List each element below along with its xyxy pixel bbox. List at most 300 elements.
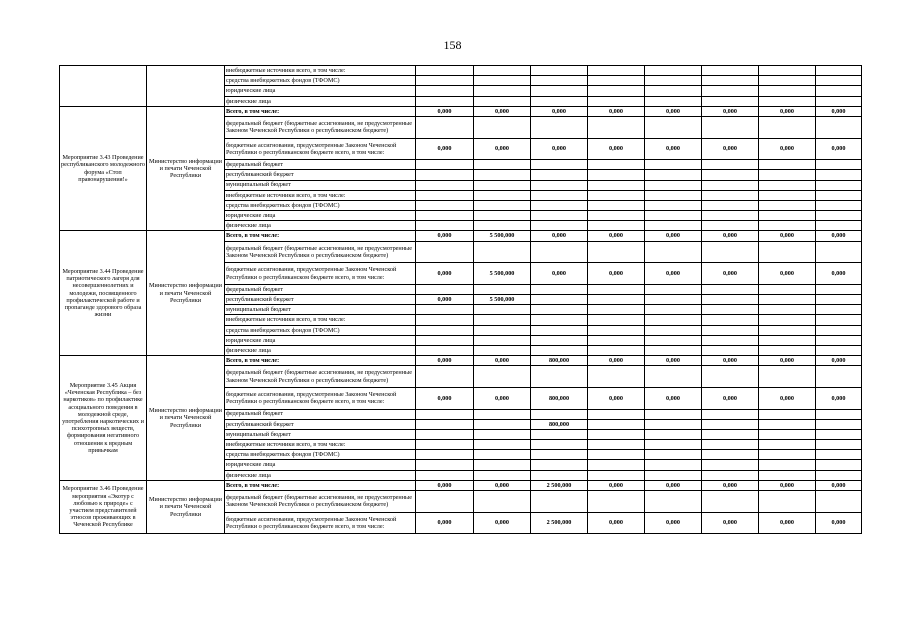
funding-source-cell: физические лица — [225, 96, 416, 106]
amount-cell — [416, 160, 474, 170]
executor-cell: Министерство информации и печати Чеченской Республики — [147, 106, 225, 231]
amount-cell — [474, 116, 531, 138]
amount-cell — [416, 180, 474, 190]
amount-cell — [588, 419, 645, 429]
amount-cell — [588, 241, 645, 263]
amount-cell — [645, 315, 702, 325]
amount-cell — [474, 86, 531, 96]
amount-cell: 0,000 — [531, 138, 588, 160]
amount-cell — [645, 211, 702, 221]
amount-cell: 0,000 — [588, 263, 645, 285]
amount-cell — [702, 180, 759, 190]
amount-cell: 800,000 — [531, 356, 588, 366]
amount-cell — [588, 429, 645, 439]
amount-cell — [645, 66, 702, 76]
amount-cell — [474, 409, 531, 419]
amount-cell — [816, 170, 862, 180]
amount-cell — [816, 305, 862, 315]
amount-cell — [588, 86, 645, 96]
amount-cell — [474, 345, 531, 355]
amount-cell — [702, 335, 759, 345]
amount-cell — [759, 180, 816, 190]
amount-cell: 2 500,000 — [531, 480, 588, 490]
amount-cell — [416, 409, 474, 419]
amount-cell — [645, 491, 702, 513]
event-name-cell: Мероприятие 3.46 Проведение мероприятия «Экотур с любовью к природе» с участием представителей этносов проживающих в Чеченской Республике — [60, 480, 147, 533]
amount-cell — [702, 440, 759, 450]
amount-cell — [702, 315, 759, 325]
amount-cell — [645, 345, 702, 355]
amount-cell — [588, 211, 645, 221]
funding-source-cell: юридические лица — [225, 211, 416, 221]
funding-source-cell: федеральный бюджет (бюджетные ассигнования, не предусмотренные Законом Чеченской Республики о республиканском бюджете) — [225, 241, 416, 263]
amount-cell — [759, 366, 816, 388]
table-row — [60, 356, 862, 366]
amount-cell — [416, 440, 474, 450]
funding-source-cell: республиканский бюджет — [225, 170, 416, 180]
amount-cell — [702, 116, 759, 138]
amount-cell: 0,000 — [759, 512, 816, 534]
amount-cell — [531, 96, 588, 106]
amount-cell: 0,000 — [645, 512, 702, 534]
amount-cell — [702, 295, 759, 305]
amount-cell — [531, 295, 588, 305]
amount-cell — [416, 325, 474, 335]
amount-cell — [531, 470, 588, 480]
amount-cell — [816, 366, 862, 388]
amount-cell — [474, 170, 531, 180]
amount-cell — [531, 491, 588, 513]
amount-cell: 0,000 — [816, 138, 862, 160]
amount-cell — [702, 305, 759, 315]
amount-cell — [759, 419, 816, 429]
amount-cell: 0,000 — [416, 387, 474, 409]
funding-source-cell: федеральный бюджет (бюджетные ассигнования, не предусмотренные Законом Чеченской Республики о республиканском бюджете) — [225, 366, 416, 388]
amount-cell — [531, 305, 588, 315]
amount-cell — [474, 450, 531, 460]
amount-cell: 0,000 — [816, 106, 862, 116]
funding-source-cell: муниципальный бюджет — [225, 180, 416, 190]
amount-cell — [588, 76, 645, 86]
amount-cell — [702, 190, 759, 200]
amount-cell — [645, 440, 702, 450]
amount-cell: 0,000 — [759, 106, 816, 116]
amount-cell — [702, 419, 759, 429]
amount-cell — [588, 160, 645, 170]
amount-cell — [588, 221, 645, 231]
funding-source-cell: федеральный бюджет (бюджетные ассигнования, не предусмотренные Законом Чеченской Республики о республиканском бюджете) — [225, 116, 416, 138]
amount-cell — [702, 409, 759, 419]
amount-cell: 0,000 — [702, 106, 759, 116]
amount-cell — [474, 325, 531, 335]
amount-cell — [816, 409, 862, 419]
amount-cell: 0,000 — [474, 356, 531, 366]
amount-cell — [759, 450, 816, 460]
amount-cell — [416, 221, 474, 231]
amount-cell — [474, 241, 531, 263]
amount-cell — [702, 96, 759, 106]
amount-cell: 0,000 — [759, 138, 816, 160]
executor-cell: Министерство информации и печати Чеченской Республики — [147, 480, 225, 533]
amount-cell — [588, 116, 645, 138]
amount-cell — [531, 325, 588, 335]
amount-cell — [702, 450, 759, 460]
table-row — [60, 66, 862, 76]
amount-cell — [531, 284, 588, 294]
funding-source-cell: средства внебюджетных фондов (ТФОМС) — [225, 325, 416, 335]
amount-cell — [645, 221, 702, 231]
amount-cell — [588, 345, 645, 355]
amount-cell: 0,000 — [702, 231, 759, 241]
amount-cell: 0,000 — [645, 263, 702, 285]
amount-cell — [759, 345, 816, 355]
amount-cell — [588, 66, 645, 76]
funding-source-cell: бюджетные ассигнования, предусмотренные Законом Чеченской Республики о республиканском бюджете всего, в том числе: — [225, 138, 416, 160]
amount-cell — [645, 366, 702, 388]
amount-cell — [759, 460, 816, 470]
amount-cell — [759, 170, 816, 180]
amount-cell — [474, 66, 531, 76]
amount-cell — [588, 315, 645, 325]
amount-cell — [588, 190, 645, 200]
amount-cell — [759, 335, 816, 345]
amount-cell — [645, 450, 702, 460]
amount-cell — [702, 429, 759, 439]
amount-cell: 0,000 — [474, 480, 531, 490]
amount-cell: 800,000 — [531, 387, 588, 409]
amount-cell: 0,000 — [531, 231, 588, 241]
amount-cell: 0,000 — [702, 480, 759, 490]
amount-cell — [474, 419, 531, 429]
amount-cell — [816, 160, 862, 170]
amount-cell: 0,000 — [474, 138, 531, 160]
amount-cell — [816, 116, 862, 138]
amount-cell — [645, 96, 702, 106]
table-row — [60, 231, 862, 241]
amount-cell — [588, 96, 645, 106]
amount-cell: 0,000 — [645, 356, 702, 366]
amount-cell — [645, 409, 702, 419]
amount-cell — [474, 180, 531, 190]
executor-cell: Министерство информации и печати Чеченской Республики — [147, 356, 225, 481]
amount-cell — [416, 305, 474, 315]
amount-cell — [816, 200, 862, 210]
funding-source-cell: внебюджетные источники всего, в том числе: — [225, 66, 416, 76]
amount-cell — [816, 221, 862, 231]
amount-cell — [759, 409, 816, 419]
amount-cell — [531, 180, 588, 190]
amount-cell: 0,000 — [588, 231, 645, 241]
amount-cell — [645, 325, 702, 335]
amount-cell — [816, 96, 862, 106]
funding-source-cell: физические лица — [225, 345, 416, 355]
amount-cell — [816, 470, 862, 480]
amount-cell — [645, 241, 702, 263]
amount-cell: 0,000 — [416, 480, 474, 490]
amount-cell: 0,000 — [588, 106, 645, 116]
amount-cell — [474, 366, 531, 388]
amount-cell — [474, 305, 531, 315]
amount-cell: 0,000 — [702, 356, 759, 366]
amount-cell — [588, 325, 645, 335]
amount-cell — [588, 335, 645, 345]
amount-cell — [588, 284, 645, 294]
event-name-cell: Мероприятие 3.43 Проведение республиканского молодежного форума «Стоп правонарушения!» — [60, 106, 147, 231]
amount-cell — [531, 335, 588, 345]
amount-cell — [588, 440, 645, 450]
amount-cell: 0,000 — [759, 387, 816, 409]
amount-cell — [702, 345, 759, 355]
amount-cell: 800,000 — [531, 419, 588, 429]
amount-cell — [416, 284, 474, 294]
amount-cell: 0,000 — [645, 480, 702, 490]
amount-cell — [416, 190, 474, 200]
amount-cell — [759, 305, 816, 315]
funding-source-cell: внебюджетные источники всего, в том числе: — [225, 315, 416, 325]
amount-cell — [531, 460, 588, 470]
amount-cell — [531, 86, 588, 96]
amount-cell — [531, 200, 588, 210]
amount-cell — [702, 221, 759, 231]
amount-cell — [531, 440, 588, 450]
funding-source-cell: юридические лица — [225, 86, 416, 96]
amount-cell — [702, 86, 759, 96]
amount-cell — [474, 190, 531, 200]
amount-cell — [816, 295, 862, 305]
amount-cell — [531, 211, 588, 221]
amount-cell: 0,000 — [759, 480, 816, 490]
amount-cell: 0,000 — [474, 512, 531, 534]
amount-cell — [588, 491, 645, 513]
amount-cell — [816, 440, 862, 450]
amount-cell — [416, 470, 474, 480]
amount-cell — [588, 180, 645, 190]
amount-cell — [531, 315, 588, 325]
amount-cell: 0,000 — [416, 106, 474, 116]
amount-cell — [645, 116, 702, 138]
amount-cell — [702, 211, 759, 221]
amount-cell — [531, 241, 588, 263]
amount-cell — [531, 450, 588, 460]
page-number: 158 — [443, 38, 462, 52]
amount-cell: 0,000 — [588, 480, 645, 490]
amount-cell: 0,000 — [416, 263, 474, 285]
amount-cell — [531, 345, 588, 355]
amount-cell — [474, 335, 531, 345]
amount-cell — [759, 116, 816, 138]
amount-cell — [474, 470, 531, 480]
funding-source-cell: средства внебюджетных фондов (ТФОМС) — [225, 200, 416, 210]
amount-cell: 2 500,000 — [531, 512, 588, 534]
amount-cell — [816, 66, 862, 76]
amount-cell — [702, 460, 759, 470]
amount-cell — [474, 221, 531, 231]
amount-cell — [759, 160, 816, 170]
amount-cell: 0,000 — [416, 512, 474, 534]
amount-cell — [816, 450, 862, 460]
event-name-cell — [60, 66, 147, 107]
amount-cell — [474, 491, 531, 513]
amount-cell: 0,000 — [702, 138, 759, 160]
amount-cell — [531, 366, 588, 388]
amount-cell — [416, 429, 474, 439]
amount-cell — [531, 116, 588, 138]
amount-cell — [474, 460, 531, 470]
amount-cell — [759, 96, 816, 106]
amount-cell — [416, 335, 474, 345]
amount-cell: 5 500,000 — [474, 231, 531, 241]
amount-cell — [816, 211, 862, 221]
funding-source-cell: федеральный бюджет — [225, 409, 416, 419]
funding-source-cell: физические лица — [225, 470, 416, 480]
event-name-cell: Мероприятие 3.45 Акция «Чеченская Республика – без наркотиков» по профилактике асоциального поведения в молодежной среде, употребления наркотических и психотропных веществ, формирования негативного отношения к вредным привычкам — [60, 356, 147, 481]
budget-table — [59, 65, 862, 534]
amount-cell — [416, 315, 474, 325]
amount-cell — [416, 241, 474, 263]
budget-table-body — [60, 66, 862, 534]
amount-cell — [759, 315, 816, 325]
amount-cell: 0,000 — [416, 295, 474, 305]
amount-cell: 0,000 — [816, 263, 862, 285]
amount-cell — [531, 221, 588, 231]
amount-cell — [416, 96, 474, 106]
amount-cell: 0,000 — [816, 480, 862, 490]
amount-cell — [702, 66, 759, 76]
amount-cell — [588, 450, 645, 460]
amount-cell — [702, 241, 759, 263]
amount-cell — [531, 160, 588, 170]
amount-cell: 0,000 — [588, 138, 645, 160]
amount-cell — [816, 335, 862, 345]
funding-source-cell: Всего, в том числе: — [225, 480, 416, 490]
amount-cell — [531, 190, 588, 200]
amount-cell — [416, 419, 474, 429]
amount-cell — [816, 180, 862, 190]
funding-source-cell: средства внебюджетных фондов (ТФОМС) — [225, 450, 416, 460]
amount-cell — [759, 440, 816, 450]
amount-cell: 0,000 — [759, 231, 816, 241]
amount-cell — [759, 190, 816, 200]
amount-cell — [588, 460, 645, 470]
amount-cell — [531, 170, 588, 180]
amount-cell: 0,000 — [816, 356, 862, 366]
event-name-cell: Мероприятие 3.44 Проведение патриотического лагеря для несовершеннолетних и молодежи, посвященного профилактической работе и пропаганде здорового образа жизни — [60, 231, 147, 356]
amount-cell — [816, 491, 862, 513]
amount-cell: 0,000 — [474, 387, 531, 409]
amount-cell — [416, 116, 474, 138]
amount-cell — [645, 170, 702, 180]
amount-cell — [645, 460, 702, 470]
amount-cell: 0,000 — [531, 263, 588, 285]
amount-cell — [416, 66, 474, 76]
amount-cell: 0,000 — [816, 231, 862, 241]
amount-cell: 0,000 — [531, 106, 588, 116]
table-row — [60, 106, 862, 116]
amount-cell — [474, 96, 531, 106]
amount-cell — [645, 180, 702, 190]
funding-source-cell: юридические лица — [225, 335, 416, 345]
funding-source-cell: республиканский бюджет — [225, 295, 416, 305]
amount-cell — [416, 86, 474, 96]
amount-cell — [702, 284, 759, 294]
funding-source-cell: юридические лица — [225, 460, 416, 470]
funding-source-cell: федеральный бюджет — [225, 284, 416, 294]
amount-cell — [474, 76, 531, 86]
funding-source-cell: бюджетные ассигнования, предусмотренные Законом Чеченской Республики о республиканском бюджете всего, в том числе: — [225, 387, 416, 409]
amount-cell — [645, 76, 702, 86]
amount-cell — [816, 241, 862, 263]
funding-source-cell: федеральный бюджет (бюджетные ассигнования, не предусмотренные Законом Чеченской Республики о республиканском бюджете) — [225, 491, 416, 513]
amount-cell — [759, 429, 816, 439]
executor-cell — [147, 66, 225, 107]
amount-cell — [759, 241, 816, 263]
amount-cell: 0,000 — [474, 106, 531, 116]
amount-cell: 0,000 — [816, 387, 862, 409]
amount-cell — [759, 86, 816, 96]
amount-cell: 0,000 — [416, 356, 474, 366]
amount-cell — [474, 315, 531, 325]
amount-cell — [759, 295, 816, 305]
amount-cell: 0,000 — [588, 387, 645, 409]
amount-cell — [816, 429, 862, 439]
amount-cell — [816, 76, 862, 86]
amount-cell — [416, 450, 474, 460]
amount-cell — [702, 200, 759, 210]
amount-cell — [416, 200, 474, 210]
funding-source-cell: бюджетные ассигнования, предусмотренные Законом Чеченской Республики о республиканском бюджете всего, в том числе: — [225, 263, 416, 285]
amount-cell — [474, 429, 531, 439]
amount-cell — [702, 160, 759, 170]
amount-cell: 0,000 — [816, 512, 862, 534]
amount-cell — [474, 284, 531, 294]
amount-cell: 0,000 — [702, 263, 759, 285]
amount-cell — [816, 460, 862, 470]
amount-cell — [645, 200, 702, 210]
amount-cell — [645, 284, 702, 294]
amount-cell — [645, 190, 702, 200]
amount-cell — [645, 419, 702, 429]
amount-cell — [531, 429, 588, 439]
funding-source-cell: Всего, в том числе: — [225, 356, 416, 366]
amount-cell — [816, 325, 862, 335]
amount-cell — [702, 170, 759, 180]
funding-source-cell: внебюджетные источники всего, в том числе: — [225, 440, 416, 450]
table-row — [60, 480, 862, 490]
amount-cell — [702, 76, 759, 86]
amount-cell — [702, 325, 759, 335]
amount-cell — [816, 190, 862, 200]
funding-source-cell: республиканский бюджет — [225, 419, 416, 429]
amount-cell — [759, 470, 816, 480]
amount-cell — [588, 295, 645, 305]
funding-source-cell: муниципальный бюджет — [225, 305, 416, 315]
amount-cell — [759, 284, 816, 294]
amount-cell — [416, 366, 474, 388]
amount-cell — [588, 170, 645, 180]
amount-cell — [645, 429, 702, 439]
amount-cell — [759, 325, 816, 335]
amount-cell — [816, 86, 862, 96]
amount-cell — [588, 366, 645, 388]
amount-cell — [759, 221, 816, 231]
amount-cell — [759, 76, 816, 86]
amount-cell — [645, 160, 702, 170]
amount-cell — [416, 345, 474, 355]
amount-cell — [588, 470, 645, 480]
amount-cell — [474, 200, 531, 210]
amount-cell — [645, 86, 702, 96]
amount-cell — [531, 66, 588, 76]
